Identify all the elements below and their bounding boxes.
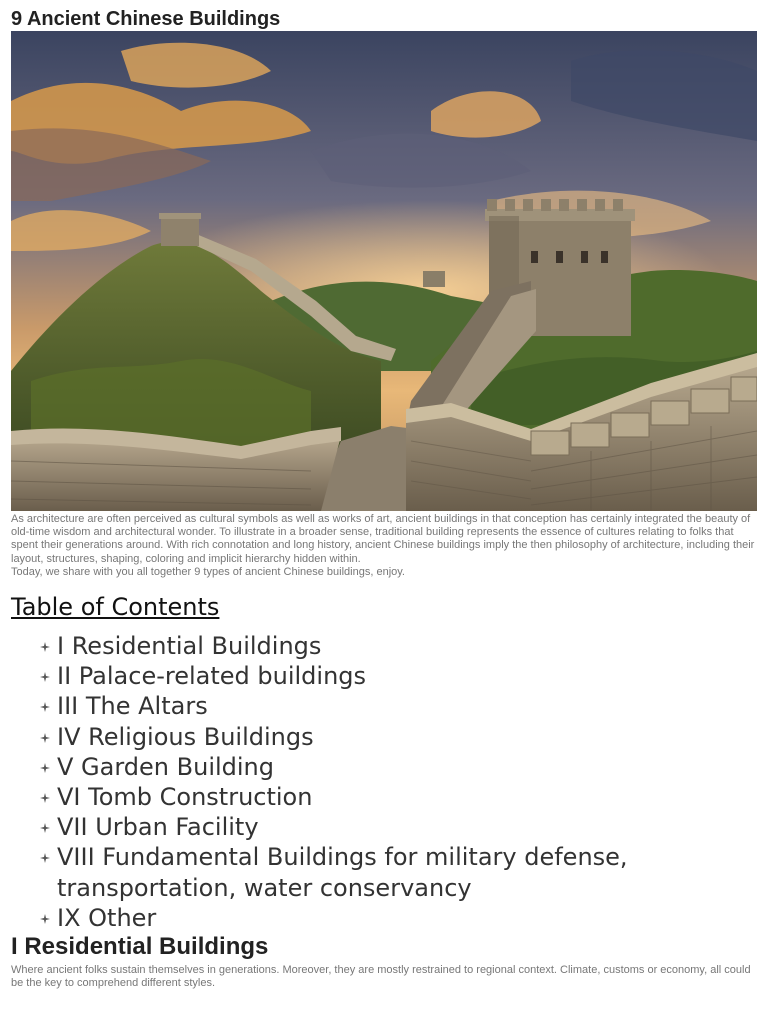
toc-item[interactable] <box>33 752 757 782</box>
article-title: 9 Ancient Chinese Buildings <box>11 8 281 30</box>
diamond-bullet-icon <box>33 691 57 712</box>
toc-item[interactable] <box>33 782 757 812</box>
toc-link[interactable]: VI Tomb Construction <box>57 783 313 812</box>
toc-item[interactable] <box>33 722 757 752</box>
toc-link[interactable]: I Residential Buildings <box>57 632 322 661</box>
diamond-bullet-icon <box>33 752 57 773</box>
intro-paragraph: As architecture are often perceived as cultural symbols as well as works of art, ancient buildings in that conception has certainly integrated the beauty of old-time wisdom and architectural wonder. To illustrate in a broader sense, traditional building represents the essence of cultures relating to folks that spent their generations around. With rich connotation and long history, ancient Chinese buildings imply the then philosophy of architecture, including their layout, structures, shaping, coloring and implicit hierarchy hidden within. <box>11 513 755 565</box>
toc-item[interactable] <box>33 661 757 691</box>
diamond-bullet-icon <box>33 812 57 833</box>
toc-link[interactable]: II Palace-related buildings <box>57 662 367 691</box>
toc-link[interactable]: VIII Fundamental Buildings for military defense, transportation, water conservancy <box>57 843 628 902</box>
diamond-bullet-icon <box>33 722 57 743</box>
section-heading: I Residential Buildings <box>11 933 269 961</box>
diamond-bullet-icon <box>33 661 57 682</box>
diamond-bullet-icon <box>33 903 57 924</box>
toc-item[interactable] <box>33 691 757 721</box>
intro-text <box>11 513 757 579</box>
diamond-bullet-icon <box>33 631 57 652</box>
section-paragraph: Where ancient folks sustain themselves in generations. Moreover, they are mostly restrained to regional context. Climate, customs or economy, all could be the key to comprehend different styles. <box>11 964 751 990</box>
toc-link[interactable]: IV Religious Buildings <box>57 722 314 751</box>
toc-item[interactable] <box>33 631 757 661</box>
article <box>11 0 757 990</box>
intro-paragraph: Today, we share with you all together 9 types of ancient Chinese buildings, enjoy. <box>11 565 405 578</box>
toc-link[interactable]: VII Urban Facility <box>57 813 259 842</box>
diamond-bullet-icon <box>33 782 57 803</box>
toc-item[interactable] <box>33 842 757 902</box>
toc-item[interactable] <box>33 812 757 842</box>
toc-title: Table of Contents <box>11 593 220 622</box>
table-of-contents <box>11 631 757 933</box>
hero-image <box>11 31 757 511</box>
toc-item[interactable] <box>33 903 757 933</box>
toc-link[interactable]: III The Altars <box>57 692 208 721</box>
diamond-bullet-icon <box>33 842 57 863</box>
toc-link[interactable]: IX Other <box>57 903 157 932</box>
toc-link[interactable]: V Garden Building <box>57 752 274 781</box>
